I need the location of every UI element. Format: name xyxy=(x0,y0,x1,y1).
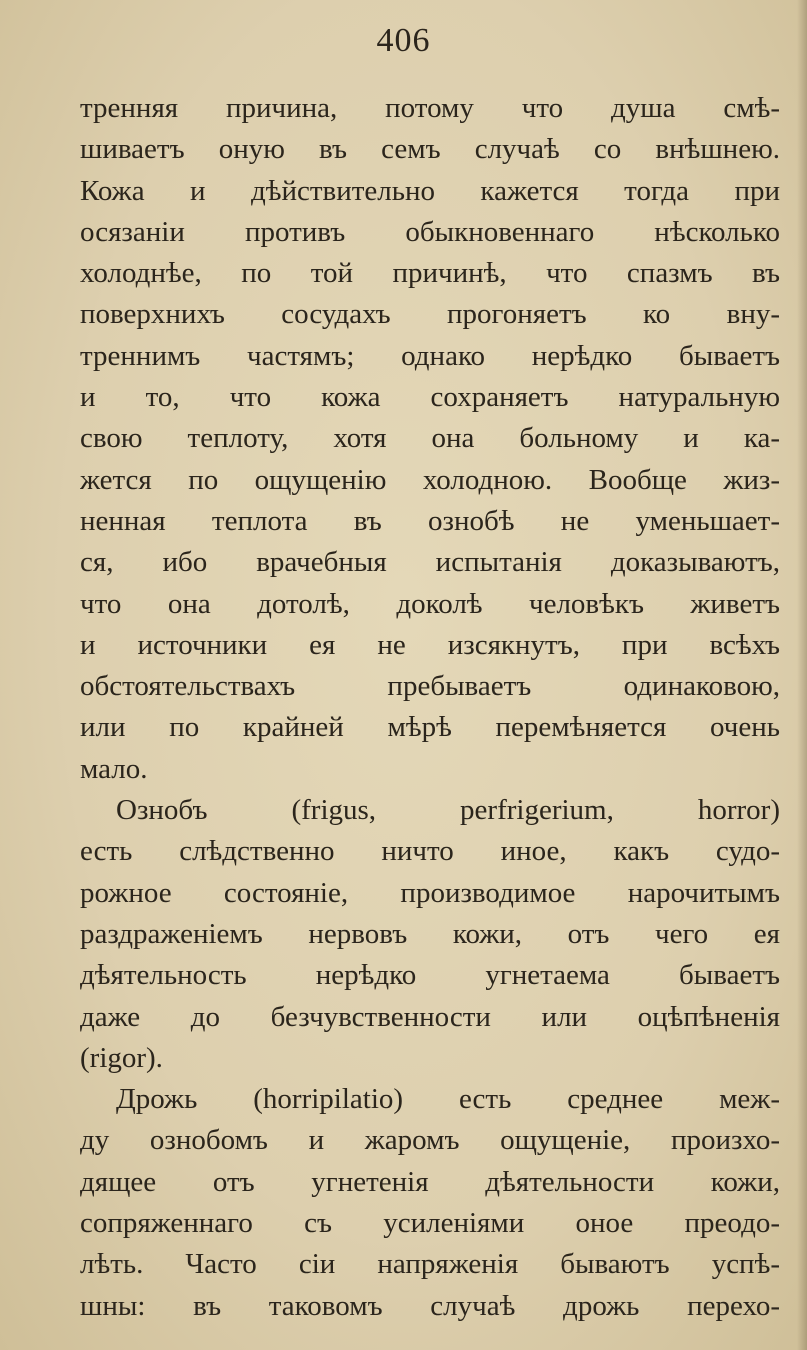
text-line: мало. xyxy=(80,752,148,785)
text-line: шны: въ таковомъ случаѣ дрожь перехо- xyxy=(80,1289,780,1322)
text-line: обстоятельствахъ пребываетъ одинаковою, xyxy=(80,670,780,703)
text-line: (rigor). xyxy=(80,1041,163,1074)
text-line: ду ознобомъ и жаромъ ощущеніе, произхо- xyxy=(80,1124,780,1157)
text-line: даже до безчувственности или оцѣпѣненія xyxy=(80,1000,780,1033)
text-line: или по крайней мѣрѣ перемѣняется очень xyxy=(80,711,780,744)
text-line: ся, ибо врачебныя испытанія доказываютъ, xyxy=(80,546,780,579)
text-line: Дрожь (horripilatio) есть среднее меж- xyxy=(116,1083,780,1116)
text-line: шиваетъ оную въ семъ случаѣ со внѣшнею. xyxy=(80,133,780,166)
text-line: холоднѣе, по той причинѣ, что спазмъ въ xyxy=(80,257,780,290)
text-line: свою теплоту, хотя она больному и ка- xyxy=(80,422,780,455)
text-line: и источники ея не изсякнутъ, при всѣхъ xyxy=(80,628,780,661)
text-line: лѣть. Часто сіи напряженія бываютъ успѣ- xyxy=(80,1248,780,1281)
text-line: сопряженнаго съ усиленіями оное преодо- xyxy=(80,1207,780,1240)
body-text xyxy=(80,88,780,1327)
page-number: 406 xyxy=(376,22,431,59)
text-line: тренняя причина, потому что душа смѣ- xyxy=(80,92,780,124)
text-line: поверхнихъ сосудахъ прогоняетъ ко вну- xyxy=(80,298,780,331)
text-line: раздраженіемъ нервовъ кожи, отъ чего ея xyxy=(80,917,780,950)
text-line: жется по ощущенію холодною. Вообще жиз- xyxy=(80,463,780,496)
text-line: что она дотолѣ, доколѣ человѣкъ живетъ xyxy=(80,587,780,620)
text-line: треннимъ частямъ; однако нерѣдко бываетъ xyxy=(80,339,780,372)
text-line: Ознобъ (frigus, perfrigerium, horror) xyxy=(116,794,780,827)
text-line: рожное состояніе, производимое нарочитымъ xyxy=(80,876,780,909)
text-line: дѣятельность нерѣдко угнетаема бываетъ xyxy=(80,959,780,992)
text-line: дящее отъ угнетенія дѣятельности кожи, xyxy=(80,1165,780,1198)
text-line: Кожа и дѣйствительно кажется тогда при xyxy=(80,174,780,207)
text-line: осязаніи противъ обыкновеннаго нѣсколько xyxy=(80,215,780,248)
page-edge-shadow xyxy=(797,0,807,1350)
text-line: ненная теплота въ ознобѣ не уменьшает- xyxy=(80,504,780,537)
text-line: есть слѣдственно ничто иное, какъ судо- xyxy=(80,835,780,868)
text-line: и то, что кожа сохраняетъ натуральную xyxy=(80,381,780,414)
